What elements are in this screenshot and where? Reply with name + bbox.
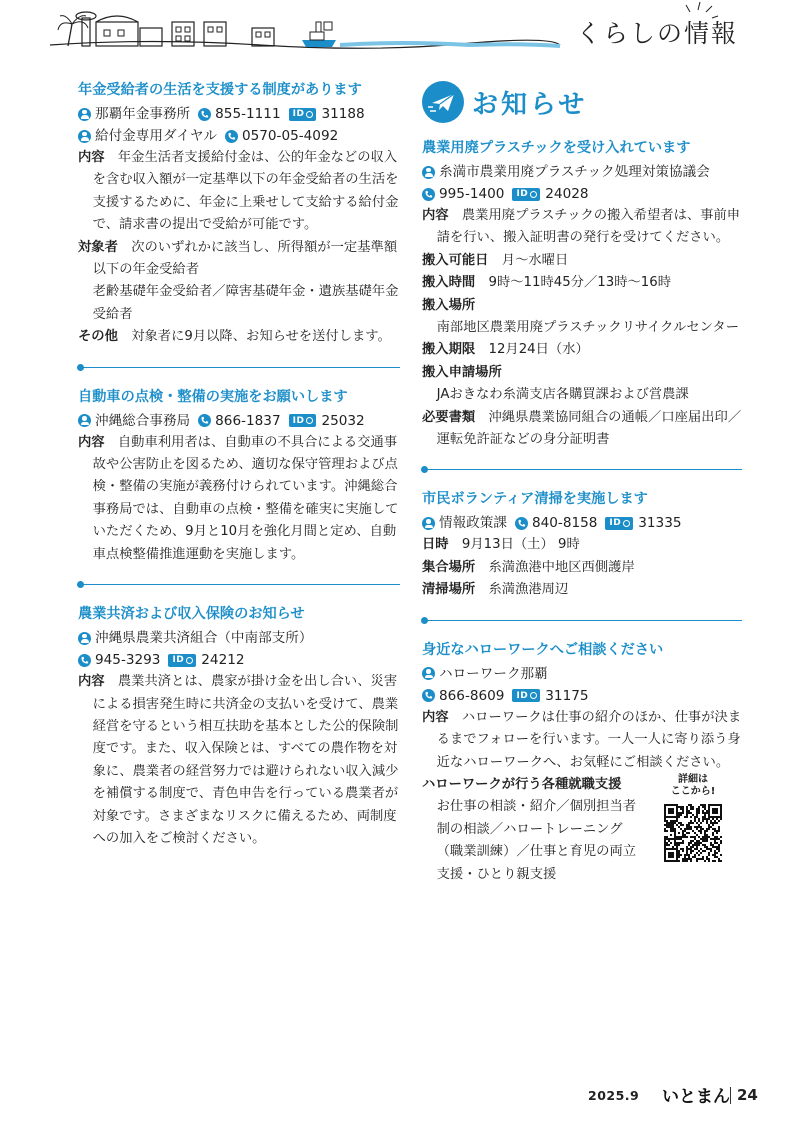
- insurance-title: 農業共済および収入保険のお知らせ: [78, 606, 305, 623]
- insurance-phone-row: [78, 649, 400, 671]
- qr-code[interactable]: [664, 804, 722, 862]
- left-column: [78, 80, 400, 850]
- pension-dial-phone[interactable]: 0570-05-4092: [241, 128, 339, 144]
- news-heading: [422, 80, 742, 124]
- plastic-office: 糸満市農業用廃プラスチック処理対策協議会: [439, 164, 710, 180]
- insurance-section: [78, 604, 400, 850]
- plastic-id: 24028: [545, 186, 589, 202]
- footer-separator: [730, 1087, 731, 1104]
- section-divider: [422, 620, 742, 621]
- plastic-office-row: [422, 161, 742, 183]
- plastic-time: 搬入時間 9時～11時45分／13時～16時: [422, 275, 671, 291]
- plastic-content: 内容 農業用廃プラスチックの搬入希望者は、事前申請を行い、搬入証明書の発行を受けてください。: [422, 208, 741, 246]
- phone-icon: [78, 654, 91, 667]
- person-icon: [422, 166, 435, 179]
- person-icon: [78, 414, 91, 427]
- page-id-badge: ID: [289, 108, 317, 121]
- pension-contact-row: [78, 103, 400, 125]
- car-contact-row: [78, 410, 400, 432]
- page-footer: [588, 1082, 768, 1110]
- hellowork-phone[interactable]: 866-8609: [439, 687, 505, 704]
- pension-office-id: 31188: [321, 106, 365, 122]
- news-title: お知らせ: [472, 89, 588, 120]
- magnifier-icon: [306, 417, 313, 424]
- plastic-deadline: 搬入期限 12月24日（水）: [422, 342, 589, 358]
- pension-dial: 給付金専用ダイヤル: [95, 128, 217, 144]
- page-header: [0, 0, 796, 58]
- car-section: [78, 387, 400, 566]
- paper-plane-icon: [422, 81, 464, 123]
- magazine-logo: いとまん: [662, 1087, 730, 1107]
- cleanup-title: 市民ボランティア清掃を実施します: [422, 491, 648, 508]
- hellowork-office: ハローワーク那覇: [439, 665, 548, 682]
- plastic-place: 南部地区農業用廃プラスチックリサイクルセンター: [436, 320, 739, 336]
- phone-icon: [422, 188, 435, 201]
- right-column: [422, 80, 742, 886]
- cleanup-section: [422, 489, 742, 601]
- person-icon: [78, 130, 91, 143]
- car-id: 25032: [321, 412, 365, 429]
- car-title: 自動車の点検・整備の実施をお願いします: [78, 388, 348, 405]
- plastic-apply: JAおきなわ糸満支店各購買課および営農課: [436, 387, 689, 403]
- magnifier-icon: [530, 191, 537, 198]
- car-office: 沖縄総合事務局: [95, 412, 191, 429]
- plastic-section: [422, 138, 742, 451]
- pension-target: 対象者 次のいずれかに該当し、所得額が一定基準額以下の年金受給者: [78, 239, 398, 278]
- insurance-id: 24212: [201, 652, 245, 669]
- cleanup-date: 日時 9月13日（土） 9時: [422, 537, 580, 553]
- plastic-phone-row: [422, 183, 742, 205]
- phone-icon: [198, 108, 211, 121]
- car-content: 内容 自動車利用者は、自動車の不具合による交通事故や公害防止を図るため、適切な保守管理および点検・整備の実施が義務付けられています。沖縄総合事務局では、自動車の点検・整備を確実に実施していただくため、9月と10月を強化月間と定め、自動車点検整備推進運動を実施します。: [78, 434, 399, 562]
- magnifier-icon: [186, 657, 193, 664]
- pension-office-phone[interactable]: 855-1111: [215, 106, 281, 122]
- issue-date: 2025.9: [588, 1088, 640, 1103]
- pension-office: 那覇年金事務所: [95, 106, 191, 122]
- phone-icon: [198, 414, 211, 427]
- hellowork-support-label: ハローワークが行う各種就職支援: [422, 776, 622, 792]
- page-number: 24: [737, 1086, 758, 1104]
- phone-icon: [422, 689, 435, 702]
- hellowork-title: 身近なハローワークへご相談ください: [422, 641, 664, 658]
- plastic-docs: 必要書類 沖縄県農業協同組合の通帳／口座届出印／運転免許証などの身分証明書: [422, 409, 742, 448]
- person-icon: [78, 108, 91, 121]
- magnifier-icon: [306, 111, 313, 118]
- insurance-office-row: [78, 627, 400, 649]
- cleanup-contact-row: [422, 512, 742, 534]
- pension-target-list: 老齢基礎年金受給者／障害基礎年金・遺族基礎年金受給者: [92, 284, 399, 322]
- page-id-badge: ID: [289, 414, 317, 427]
- section-divider: [78, 367, 400, 368]
- cleanup-meet: 集合場所 糸満漁港中地区西側護岸: [422, 559, 635, 575]
- qr-callout: [658, 774, 728, 862]
- cleanup-area: 清掃場所 糸満漁港周辺: [422, 582, 569, 598]
- magnifier-icon: [530, 692, 537, 699]
- plastic-days: 搬入可能日 月～水曜日: [422, 252, 569, 268]
- hellowork-content: 内容 ハローワークは仕事の紹介のほか、仕事が決まるまでフォローを行います。一人一人に寄り添う身近なハローワークへ、お気軽にご相談ください。: [422, 709, 742, 770]
- hellowork-section: [422, 640, 742, 886]
- section-divider: [78, 584, 400, 585]
- person-icon: [422, 517, 435, 530]
- pension-content: 内容 年金生活者支援給付金は、公的年金などの収入を含む収入額が一定基準以下の年金受給者の生活を支援するために、年金に上乗せして支給する給付金で、請求書の提出で受給が可能です。: [78, 150, 399, 233]
- person-icon: [78, 632, 91, 645]
- hellowork-support: お仕事の相談・紹介／個別担当者制の相談／ハロートレーニング（職業訓練）／仕事と育児の両立支援・ひとり親支援: [436, 799, 637, 882]
- plastic-phone[interactable]: 995-1400: [439, 186, 505, 202]
- pension-dial-row: [78, 125, 400, 147]
- page-id-badge: ID: [168, 654, 196, 667]
- hellowork-id: 31175: [545, 687, 589, 704]
- plastic-apply-label: 搬入申請場所: [422, 364, 502, 380]
- plastic-place-label: 搬入場所: [422, 297, 476, 313]
- qr-caption-1: 詳細は: [678, 773, 708, 785]
- pension-title: 年金受給者の生活を支援する制度があります: [78, 82, 362, 98]
- page-id-badge: ID: [512, 689, 540, 702]
- hellowork-office-row: [422, 663, 742, 685]
- car-phone[interactable]: 866-1837: [215, 412, 281, 429]
- hellowork-support-block: [422, 774, 742, 886]
- pension-other: その他 対象者に9月以降、お知らせを送付します。: [78, 329, 391, 345]
- qr-caption-2: ここから!: [670, 785, 716, 797]
- hellowork-phone-row: [422, 685, 742, 707]
- phone-icon: [515, 517, 528, 530]
- cleanup-id: 31335: [638, 515, 682, 532]
- section-divider: [422, 469, 742, 470]
- insurance-office: 沖縄県農業共済組合（中南部支所）: [95, 630, 313, 647]
- page-id-badge: ID: [512, 188, 540, 201]
- magnifier-icon: [623, 520, 630, 527]
- cleanup-phone[interactable]: 840-8158: [531, 515, 598, 532]
- section-header-title: くらしの情報: [575, 19, 738, 48]
- page-id-badge: ID: [605, 517, 633, 530]
- insurance-phone[interactable]: 945-3293: [95, 652, 161, 669]
- phone-icon: [225, 130, 238, 143]
- insurance-content: 内容 農業共済とは、農家が掛け金を出し合い、災害による損害発生時に共済金の支払いを受けて、農業経営を守るという相互扶助を基本とした公的保険制度です。また、収入保険とは、すべての農作物を対象に、農業者の経営努力では避けられない収入減少を補償する制度で、青色申告を行っている農業者が対象です。さまざまなリスクに備えるため、両制度への加入をご検討ください。: [78, 674, 399, 846]
- pension-section: [78, 80, 400, 349]
- cleanup-office: 情報政策課: [439, 515, 507, 532]
- person-icon: [422, 667, 435, 680]
- plastic-title: 農業用廃プラスチックを受け入れています: [422, 140, 691, 156]
